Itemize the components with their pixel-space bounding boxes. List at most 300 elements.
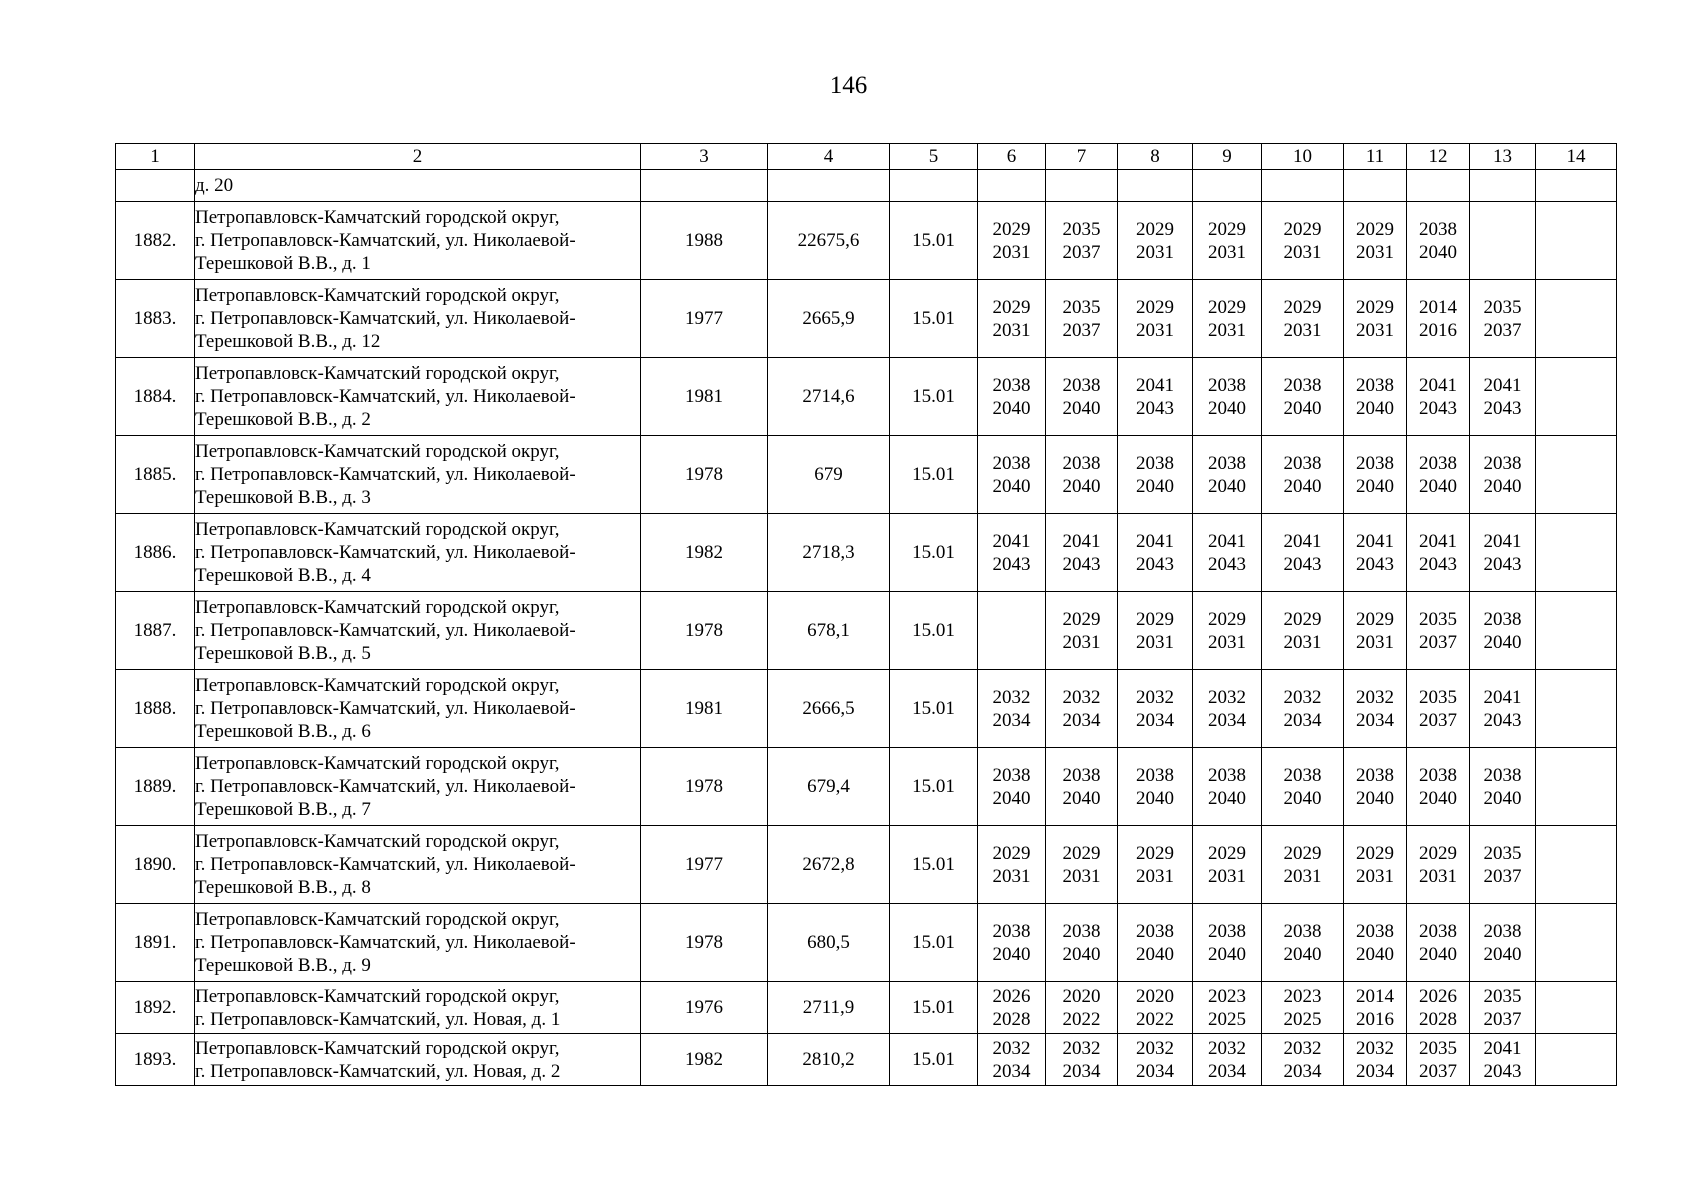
table-cell — [1536, 592, 1617, 670]
total-area: 679,4 — [768, 748, 890, 826]
column-header: 9 — [1193, 144, 1262, 170]
period-cell — [1407, 826, 1470, 904]
period-year: 2038 — [1356, 374, 1394, 396]
period-year: 2038 — [1208, 374, 1246, 396]
period-year: 2031 — [992, 241, 1031, 263]
period-cell — [1262, 670, 1344, 748]
period-year: 2037 — [1419, 631, 1457, 653]
period-year: 2037 — [1419, 709, 1457, 731]
period-year: 2031 — [1283, 241, 1322, 263]
period-year: 2032 — [1208, 686, 1246, 708]
period-year: 2034 — [1136, 709, 1174, 731]
period-year: 2040 — [1356, 943, 1394, 965]
table-cell — [1344, 170, 1407, 202]
period-cell — [1262, 1034, 1344, 1086]
address-cell — [195, 436, 641, 514]
period-year: 2031 — [1136, 241, 1174, 263]
period-cell — [1407, 358, 1470, 436]
period-year: 2040 — [1419, 787, 1457, 809]
period-year: 2032 — [1283, 1037, 1322, 1059]
code-cell: 15.01 — [890, 202, 978, 280]
period-year: 2038 — [1136, 920, 1174, 942]
period-year: 2043 — [1062, 553, 1101, 575]
address-line: Петропавловск-Камчатский городской округ, — [195, 597, 560, 618]
period-year: 2029 — [1136, 608, 1174, 630]
period-year: 2032 — [1208, 1037, 1246, 1059]
period-year: 2043 — [1356, 553, 1394, 575]
address-line: г. Петропавловск-Камчатский, ул. Николаевой- — [195, 464, 576, 485]
page-number: 146 — [829, 72, 868, 99]
period-year: 2038 — [1419, 218, 1457, 240]
period-year: 2041 — [1062, 530, 1101, 552]
period-year: 2040 — [992, 397, 1031, 419]
period-cell — [978, 904, 1046, 982]
code-cell: 15.01 — [890, 592, 978, 670]
period-cell — [1118, 904, 1193, 982]
period-year: 2043 — [992, 553, 1031, 575]
period-year: 2023 — [1283, 985, 1322, 1007]
period-cell — [1193, 592, 1262, 670]
period-year: 2029 — [1208, 218, 1246, 240]
address-line: Петропавловск-Камчатский городской округ, — [195, 831, 560, 852]
address-line: г. Петропавловск-Камчатский, ул. Николаевой- — [195, 542, 576, 563]
period-cell — [1118, 670, 1193, 748]
period-year: 2043 — [1419, 553, 1457, 575]
period-year: 2029 — [1356, 608, 1394, 630]
period-year: 2031 — [1283, 865, 1322, 887]
period-year: 2040 — [1356, 397, 1394, 419]
period-cell — [1262, 748, 1344, 826]
total-area: 2672,8 — [768, 826, 890, 904]
column-header: 12 — [1407, 144, 1470, 170]
address-cell — [195, 982, 641, 1034]
period-year: 2040 — [1283, 397, 1322, 419]
period-year: 2037 — [1419, 1060, 1457, 1082]
period-cell — [1193, 514, 1262, 592]
period-year: 2031 — [1208, 319, 1246, 341]
commissioning-year: 1976 — [641, 982, 768, 1034]
period-year: 2029 — [1136, 296, 1174, 318]
address-line: г. Петропавловск-Камчатский, ул. Николаевой- — [195, 776, 576, 797]
period-year: 2032 — [1283, 686, 1322, 708]
period-cell — [1344, 592, 1407, 670]
period-cell — [1118, 280, 1193, 358]
column-header: 1 — [116, 144, 195, 170]
period-cell — [1193, 358, 1262, 436]
period-cell — [1046, 1034, 1118, 1086]
address-line: Терешковой В.В., д. 1 — [195, 253, 371, 274]
row-number: 1882. — [116, 202, 195, 280]
period-year: 2034 — [1062, 709, 1101, 731]
address-line: г. Петропавловск-Камчатский, ул. Николаевой- — [195, 308, 576, 329]
address-line: Терешковой В.В., д. 4 — [195, 565, 371, 586]
period-cell — [1193, 202, 1262, 280]
period-cell — [1470, 1034, 1536, 1086]
address-cell — [195, 514, 641, 592]
table-cell — [1536, 1034, 1617, 1086]
period-cell — [1046, 904, 1118, 982]
address-line: Петропавловск-Камчатский городской округ, — [195, 675, 560, 696]
period-year: 2038 — [1356, 920, 1394, 942]
commissioning-year: 1982 — [641, 1034, 768, 1086]
address-cell — [195, 280, 641, 358]
period-year: 2029 — [1419, 842, 1457, 864]
table-row — [116, 280, 1617, 358]
period-year: 2029 — [1136, 218, 1174, 240]
table-cell — [1118, 170, 1193, 202]
period-cell — [1344, 436, 1407, 514]
period-year: 2031 — [1062, 865, 1101, 887]
address-line: Терешковой В.В., д. 9 — [195, 955, 371, 976]
total-area: 679 — [768, 436, 890, 514]
period-cell — [1344, 280, 1407, 358]
period-cell — [1118, 202, 1193, 280]
address-line: г. Петропавловск-Камчатский, ул. Николаевой- — [195, 386, 576, 407]
period-cell — [1407, 436, 1470, 514]
period-year: 2016 — [1356, 1008, 1394, 1030]
period-cell — [1407, 904, 1470, 982]
period-cell — [1407, 202, 1470, 280]
period-year: 2041 — [1483, 374, 1522, 396]
code-cell: 15.01 — [890, 748, 978, 826]
period-year: 2026 — [992, 985, 1031, 1007]
commissioning-year: 1978 — [641, 592, 768, 670]
period-cell — [1118, 1034, 1193, 1086]
period-year: 2029 — [1283, 218, 1322, 240]
period-year: 2041 — [1136, 530, 1174, 552]
table-cell — [1536, 358, 1617, 436]
period-year: 2038 — [1356, 452, 1394, 474]
period-year: 2038 — [1483, 764, 1522, 786]
period-year: 2029 — [992, 218, 1031, 240]
period-cell — [1470, 748, 1536, 826]
period-year: 2037 — [1483, 1008, 1522, 1030]
period-year: 2041 — [1483, 530, 1522, 552]
period-year: 2038 — [1419, 452, 1457, 474]
row-number: 1889. — [116, 748, 195, 826]
period-year: 2038 — [1283, 920, 1322, 942]
table-row — [116, 436, 1617, 514]
period-cell — [978, 280, 1046, 358]
address-line: Петропавловск-Камчатский городской округ, — [195, 519, 560, 540]
table-cell — [1536, 670, 1617, 748]
column-header: 3 — [641, 144, 768, 170]
table-cell — [1536, 904, 1617, 982]
period-cell — [1046, 280, 1118, 358]
period-cell — [1470, 436, 1536, 514]
column-header: 2 — [195, 144, 641, 170]
period-cell — [1193, 904, 1262, 982]
table-cell — [641, 170, 768, 202]
column-header: 5 — [890, 144, 978, 170]
period-cell — [1118, 826, 1193, 904]
commissioning-year: 1978 — [641, 436, 768, 514]
period-year: 2041 — [1356, 530, 1394, 552]
row-number: 1892. — [116, 982, 195, 1034]
period-year: 2043 — [1136, 553, 1174, 575]
period-year: 2040 — [992, 943, 1031, 965]
period-year: 2032 — [992, 1037, 1031, 1059]
period-year: 2040 — [1356, 475, 1394, 497]
period-year: 2040 — [1356, 787, 1394, 809]
period-year: 2034 — [1208, 1060, 1246, 1082]
period-cell — [1344, 904, 1407, 982]
period-year: 2037 — [1062, 319, 1101, 341]
address-line: г. Петропавловск-Камчатский, ул. Николаевой- — [195, 620, 576, 641]
period-year: 2040 — [1136, 787, 1174, 809]
period-year: 2031 — [1208, 631, 1246, 653]
period-cell — [1407, 982, 1470, 1034]
period-cell — [978, 514, 1046, 592]
period-year: 2031 — [992, 865, 1031, 887]
period-cell — [1046, 748, 1118, 826]
address-line: Петропавловск-Камчатский городской округ, — [195, 1037, 560, 1059]
period-cell — [1470, 592, 1536, 670]
period-year: 2029 — [1208, 842, 1246, 864]
commissioning-year: 1978 — [641, 904, 768, 982]
period-year: 2038 — [1208, 452, 1246, 474]
period-year: 2031 — [1356, 631, 1394, 653]
period-cell — [1470, 826, 1536, 904]
period-year: 2040 — [1419, 943, 1457, 965]
period-year: 2043 — [1483, 397, 1522, 419]
period-year: 2031 — [1136, 865, 1174, 887]
address-line: Терешковой В.В., д. 8 — [195, 877, 371, 898]
period-cell — [978, 202, 1046, 280]
period-year: 2038 — [1062, 374, 1101, 396]
period-year: 2035 — [1483, 985, 1522, 1007]
address-line: г. Петропавловск-Камчатский, ул. Николаевой- — [195, 698, 576, 719]
period-cell — [1118, 436, 1193, 514]
period-cell — [1344, 202, 1407, 280]
period-year: 2040 — [1483, 787, 1522, 809]
period-year: 2038 — [1062, 764, 1101, 786]
period-cell — [1262, 826, 1344, 904]
period-cell — [1193, 1034, 1262, 1086]
table-cell — [1536, 170, 1617, 202]
period-year: 2038 — [1208, 764, 1246, 786]
total-area: 2665,9 — [768, 280, 890, 358]
period-year: 2041 — [1419, 374, 1457, 396]
period-cell — [1407, 670, 1470, 748]
address-line: г. Петропавловск-Камчатский, ул. Николаевой- — [195, 230, 576, 251]
period-cell — [1046, 436, 1118, 514]
period-year: 2029 — [992, 296, 1031, 318]
period-year: 2040 — [1062, 397, 1101, 419]
period-year: 2040 — [1062, 475, 1101, 497]
period-year: 2040 — [1062, 943, 1101, 965]
code-cell: 15.01 — [890, 1034, 978, 1086]
address-cell: д. 20 — [195, 170, 641, 202]
period-year: 2025 — [1283, 1008, 1322, 1030]
period-year: 2034 — [1062, 1060, 1101, 1082]
table-cell — [1536, 514, 1617, 592]
period-year: 2035 — [1483, 296, 1522, 318]
column-header: 13 — [1470, 144, 1536, 170]
period-year: 2032 — [992, 686, 1031, 708]
period-year: 2035 — [1483, 842, 1522, 864]
column-header: 11 — [1344, 144, 1407, 170]
row-number: 1886. — [116, 514, 195, 592]
period-year: 2029 — [1283, 296, 1322, 318]
table-cell — [1407, 170, 1470, 202]
period-cell — [978, 1034, 1046, 1086]
period-cell — [1344, 358, 1407, 436]
row-number: 1888. — [116, 670, 195, 748]
period-year: 2029 — [1356, 296, 1394, 318]
table-row — [116, 592, 1617, 670]
period-year: 2029 — [992, 842, 1031, 864]
period-year: 2043 — [1136, 397, 1174, 419]
period-year: 2029 — [1062, 842, 1101, 864]
address-cell — [195, 202, 641, 280]
period-cell — [1470, 514, 1536, 592]
period-year: 2040 — [1283, 943, 1322, 965]
period-year: 2034 — [1136, 1060, 1174, 1082]
period-cell — [1193, 826, 1262, 904]
period-year: 2038 — [1283, 452, 1322, 474]
period-cell — [1407, 592, 1470, 670]
total-area: 2718,3 — [768, 514, 890, 592]
column-header: 10 — [1262, 144, 1344, 170]
housing-registry-table — [115, 143, 1617, 1086]
period-year: 2032 — [1136, 686, 1174, 708]
period-year: 2029 — [1062, 608, 1101, 630]
period-cell — [978, 592, 1046, 670]
period-year: 2029 — [1356, 218, 1394, 240]
address-line: Петропавловск-Камчатский городской округ, — [195, 753, 560, 774]
period-year: 2031 — [1208, 241, 1246, 263]
continuation-row — [116, 170, 1617, 202]
address-line: Терешковой В.В., д. 6 — [195, 721, 371, 742]
period-year: 2037 — [1062, 241, 1101, 263]
period-cell — [1344, 514, 1407, 592]
period-cell — [1262, 436, 1344, 514]
period-year: 2035 — [1062, 218, 1101, 240]
column-header: 8 — [1118, 144, 1193, 170]
period-year: 2025 — [1208, 1008, 1246, 1030]
table-row — [116, 1034, 1617, 1086]
period-year: 2038 — [1283, 764, 1322, 786]
total-area: 2810,2 — [768, 1034, 890, 1086]
period-cell — [1118, 592, 1193, 670]
total-area: 680,5 — [768, 904, 890, 982]
period-cell — [1407, 1034, 1470, 1086]
period-year: 2023 — [1208, 985, 1246, 1007]
period-year: 2038 — [1208, 920, 1246, 942]
address-line: Петропавловск-Камчатский городской округ, — [195, 985, 560, 1007]
column-header: 4 — [768, 144, 890, 170]
period-cell — [1046, 358, 1118, 436]
period-year: 2043 — [1208, 553, 1246, 575]
address-cell — [195, 826, 641, 904]
period-year: 2031 — [1208, 865, 1246, 887]
period-year: 2020 — [1062, 985, 1101, 1007]
commissioning-year: 1981 — [641, 358, 768, 436]
period-year: 2041 — [1483, 1037, 1522, 1059]
period-cell — [1262, 592, 1344, 670]
table-row — [116, 982, 1617, 1034]
period-cell — [978, 748, 1046, 826]
period-year: 2040 — [1136, 475, 1174, 497]
period-year: 2040 — [1208, 475, 1246, 497]
code-cell: 15.01 — [890, 982, 978, 1034]
address-line: Петропавловск-Камчатский городской округ, — [195, 363, 560, 384]
total-area: 2711,9 — [768, 982, 890, 1034]
period-year: 2040 — [1208, 787, 1246, 809]
period-year: 2029 — [1356, 842, 1394, 864]
period-cell — [1118, 358, 1193, 436]
column-header: 14 — [1536, 144, 1617, 170]
period-cell — [1118, 982, 1193, 1034]
period-cell — [1344, 1034, 1407, 1086]
table-row — [116, 358, 1617, 436]
period-year: 2031 — [1356, 241, 1394, 263]
period-year: 2043 — [1483, 553, 1522, 575]
period-cell — [1193, 748, 1262, 826]
period-cell — [978, 436, 1046, 514]
period-year: 2041 — [1136, 374, 1174, 396]
period-year: 2031 — [1283, 631, 1322, 653]
period-cell — [1262, 280, 1344, 358]
period-year: 2040 — [1283, 787, 1322, 809]
period-cell — [1118, 514, 1193, 592]
period-year: 2034 — [1208, 709, 1246, 731]
period-year: 2029 — [1136, 842, 1174, 864]
table-cell — [978, 170, 1046, 202]
address-line: Терешковой В.В., д. 12 — [195, 331, 381, 352]
period-year: 2032 — [1136, 1037, 1174, 1059]
period-cell — [1470, 280, 1536, 358]
period-year: 2040 — [1483, 475, 1522, 497]
period-cell — [978, 982, 1046, 1034]
table-cell — [1536, 202, 1617, 280]
period-cell — [978, 358, 1046, 436]
period-cell — [1193, 670, 1262, 748]
period-year: 2041 — [1483, 686, 1522, 708]
period-year: 2040 — [1483, 943, 1522, 965]
period-year: 2034 — [1283, 709, 1322, 731]
commissioning-year: 1978 — [641, 748, 768, 826]
period-year: 2032 — [1356, 686, 1394, 708]
code-cell: 15.01 — [890, 514, 978, 592]
period-year: 2028 — [992, 1008, 1031, 1030]
period-year: 2041 — [1419, 530, 1457, 552]
period-year: 2040 — [992, 475, 1031, 497]
address-line: Петропавловск-Камчатский городской округ, — [195, 441, 560, 462]
table-row — [116, 514, 1617, 592]
period-year: 2034 — [1356, 709, 1394, 731]
period-cell — [1262, 514, 1344, 592]
period-year: 2040 — [1208, 943, 1246, 965]
total-area: 678,1 — [768, 592, 890, 670]
address-line: Петропавловск-Камчатский городской округ, — [195, 207, 560, 228]
period-year: 2014 — [1356, 985, 1394, 1007]
period-cell — [1193, 280, 1262, 358]
period-year: 2032 — [1356, 1037, 1394, 1059]
period-year: 2040 — [1483, 631, 1522, 653]
period-cell — [1470, 982, 1536, 1034]
period-cell — [1193, 982, 1262, 1034]
period-year: 2040 — [992, 787, 1031, 809]
row-number: 1887. — [116, 592, 195, 670]
period-year: 2035 — [1419, 608, 1457, 630]
period-year: 2043 — [1483, 1060, 1522, 1082]
table-cell — [116, 170, 195, 202]
period-year: 2040 — [1283, 475, 1322, 497]
table-row — [116, 202, 1617, 280]
period-year: 2028 — [1419, 1008, 1457, 1030]
